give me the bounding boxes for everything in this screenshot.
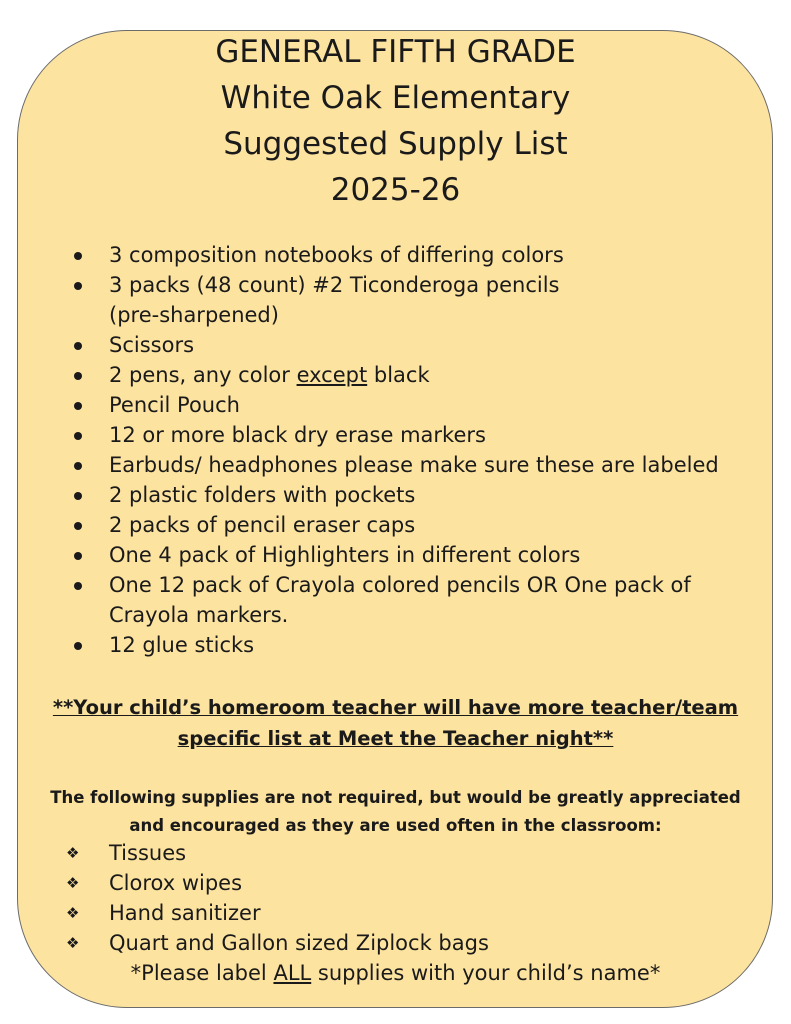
supply-list bbox=[0, 240, 791, 660]
diamond-bullet-icon: ❖ bbox=[66, 934, 80, 952]
list-item: 2 plastic folders with pockets bbox=[0, 480, 791, 510]
emphasis-all: ALL bbox=[273, 961, 312, 985]
list-item: ❖ Tissues bbox=[0, 838, 791, 868]
list-item: ❖ Hand sanitizer bbox=[0, 898, 791, 928]
emphasis-except: except bbox=[296, 363, 368, 387]
list-item: Pencil Pouch bbox=[0, 390, 791, 420]
list-item: 2 pens, any color except black bbox=[0, 360, 791, 390]
list-item: 3 packs (48 count) #2 Ticonderoga pencils (pre-sharpened) bbox=[0, 270, 791, 330]
diamond-bullet-icon: ❖ bbox=[66, 844, 80, 862]
list-item: One 4 pack of Highlighters in different colors bbox=[0, 540, 791, 570]
title-grade: GENERAL FIFTH GRADE bbox=[215, 34, 576, 70]
list-item: 12 glue sticks bbox=[0, 630, 791, 660]
list-item: 3 composition notebooks of differing colors bbox=[0, 240, 791, 270]
list-item: 2 packs of pencil eraser caps bbox=[0, 510, 791, 540]
list-item: ❖ Quart and Gallon sized Ziplock bags bbox=[0, 928, 791, 958]
title-list-name: Suggested Supply List bbox=[223, 126, 568, 162]
label-reminder: *Please label ALL supplies with your child’s name* bbox=[130, 961, 661, 985]
optional-supplies-intro: The following supplies are not required, but would be greatly appreciated and encouraged as they are used often in the classroom: bbox=[50, 788, 741, 835]
page-title bbox=[0, 29, 791, 213]
optional-supply-list bbox=[0, 838, 791, 958]
diamond-bullet-icon: ❖ bbox=[66, 874, 80, 892]
list-item: ❖ Clorox wipes bbox=[0, 868, 791, 898]
list-item: Scissors bbox=[0, 330, 791, 360]
list-item: 12 or more black dry erase markers bbox=[0, 420, 791, 450]
list-item: Earbuds/ headphones please make sure these are labeled bbox=[0, 450, 791, 480]
list-item: One 12 pack of Crayola colored pencils OR One pack of Crayola markers. bbox=[0, 570, 791, 630]
diamond-bullet-icon: ❖ bbox=[66, 904, 80, 922]
homeroom-teacher-note: **Your child’s homeroom teacher will have more teacher/team specific list at Meet the Teacher night** bbox=[52, 696, 739, 750]
title-school: White Oak Elementary bbox=[220, 80, 571, 116]
title-school-year: 2025-26 bbox=[330, 172, 461, 208]
